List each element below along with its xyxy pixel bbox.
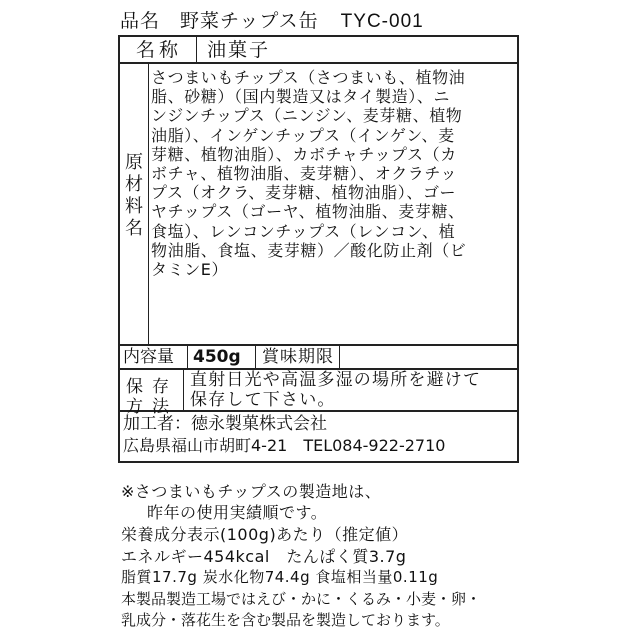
col-divider-ingredients <box>148 63 149 345</box>
content-value: 450g <box>193 347 241 367</box>
row-divider-storage <box>118 410 519 412</box>
col-divider-storage <box>183 369 184 411</box>
col-divider-expiry <box>339 345 340 369</box>
expiry-label: 賞味期限 <box>262 347 334 367</box>
ingredients-line: さつまいもチップス（さつまいも、植物油 <box>151 68 466 87</box>
ingredients-line: プス（オクラ、麦芽糖、植物油脂）、ゴー <box>151 183 457 203</box>
origin-note-line1: ※さつまいもチップスの製造地は、 <box>121 482 382 501</box>
nutrition-line2: 脂質17.7g 炭水化物74.4g 食塩相当量0.11g <box>121 568 439 586</box>
manufacturer-line1: 加工者：徳永製菓株式会社 <box>123 414 327 434</box>
ingredients-line: 食塩）、レンコンチップス（レンコン、植 <box>151 221 456 241</box>
table-border-bottom <box>118 461 519 463</box>
table-border-right <box>517 35 519 463</box>
table-border-left <box>118 35 120 463</box>
ingredients-line: 油脂）、インゲンチップス（インゲン、麦 <box>151 125 455 145</box>
content-label: 内容量 <box>123 347 174 367</box>
ingredients-line: ンジンチップス（ニンジン、麦芽糖、植物 <box>151 106 463 126</box>
name-label: 名称 <box>136 39 183 61</box>
col-divider-name <box>196 35 197 63</box>
ingredients-line: タミンE） <box>151 260 229 280</box>
product-title: 品名 野菜チップス缶 <box>120 10 319 32</box>
ingredients-label-char: 名 <box>125 218 143 239</box>
storage-text-line1: 直射日光や高温多湿の場所を避けて <box>190 370 482 390</box>
col-divider-value <box>255 345 256 369</box>
storage-label-line2: 方法 <box>126 397 178 417</box>
ingredients-line: ボチャ、植物油脂、麦芽糖）、オクラチッ <box>151 164 458 184</box>
allergen-line1: 本製品製造工場ではえび・かに・くるみ・小麦・卵・ <box>121 590 482 608</box>
col-divider-content <box>187 345 188 369</box>
allergen-line2: 乳成分・落花生を含む製品を製造しております。 <box>121 611 450 629</box>
storage-text-line2: 保存して下さい。 <box>190 390 336 410</box>
row-divider-ingredients <box>118 344 519 346</box>
ingredients-text <box>151 68 511 279</box>
nutrition-line1: エネルギー454kcal たんぱく質3.7g <box>121 547 407 566</box>
ingredients-line: ヤチップス（ゴーヤ、植物油脂、麦芽糖、 <box>151 202 465 222</box>
ingredients-label-char: 材 <box>125 174 143 195</box>
ingredients-line: 脂、砂糖）（国内製造又はタイ製造）、ニ <box>151 87 451 107</box>
manufacturer-line2: 広島県福山市胡町4-21 TEL084-922-2710 <box>123 436 446 455</box>
ingredients-line: 物油脂、食塩、麦芽糖）／酸化防止剤（ビ <box>151 240 467 260</box>
product-code: TYC-001 <box>340 11 424 32</box>
nutrition-header: 栄養成分表示(100g)あたり（推定値） <box>121 525 409 544</box>
ingredients-label-char: 料 <box>125 196 143 217</box>
ingredients-label <box>121 152 147 240</box>
row-divider-name <box>118 62 519 64</box>
storage-label-line1: 保存 <box>126 377 178 397</box>
name-value: 油菓子 <box>207 39 271 61</box>
table-border-top <box>118 35 519 37</box>
ingredients-line: 芽糖、植物油脂）、カボチャチップス（カ <box>151 144 457 164</box>
origin-note-line2: 昨年の使用実績順です。 <box>147 503 328 522</box>
ingredients-label-char: 原 <box>125 152 143 173</box>
